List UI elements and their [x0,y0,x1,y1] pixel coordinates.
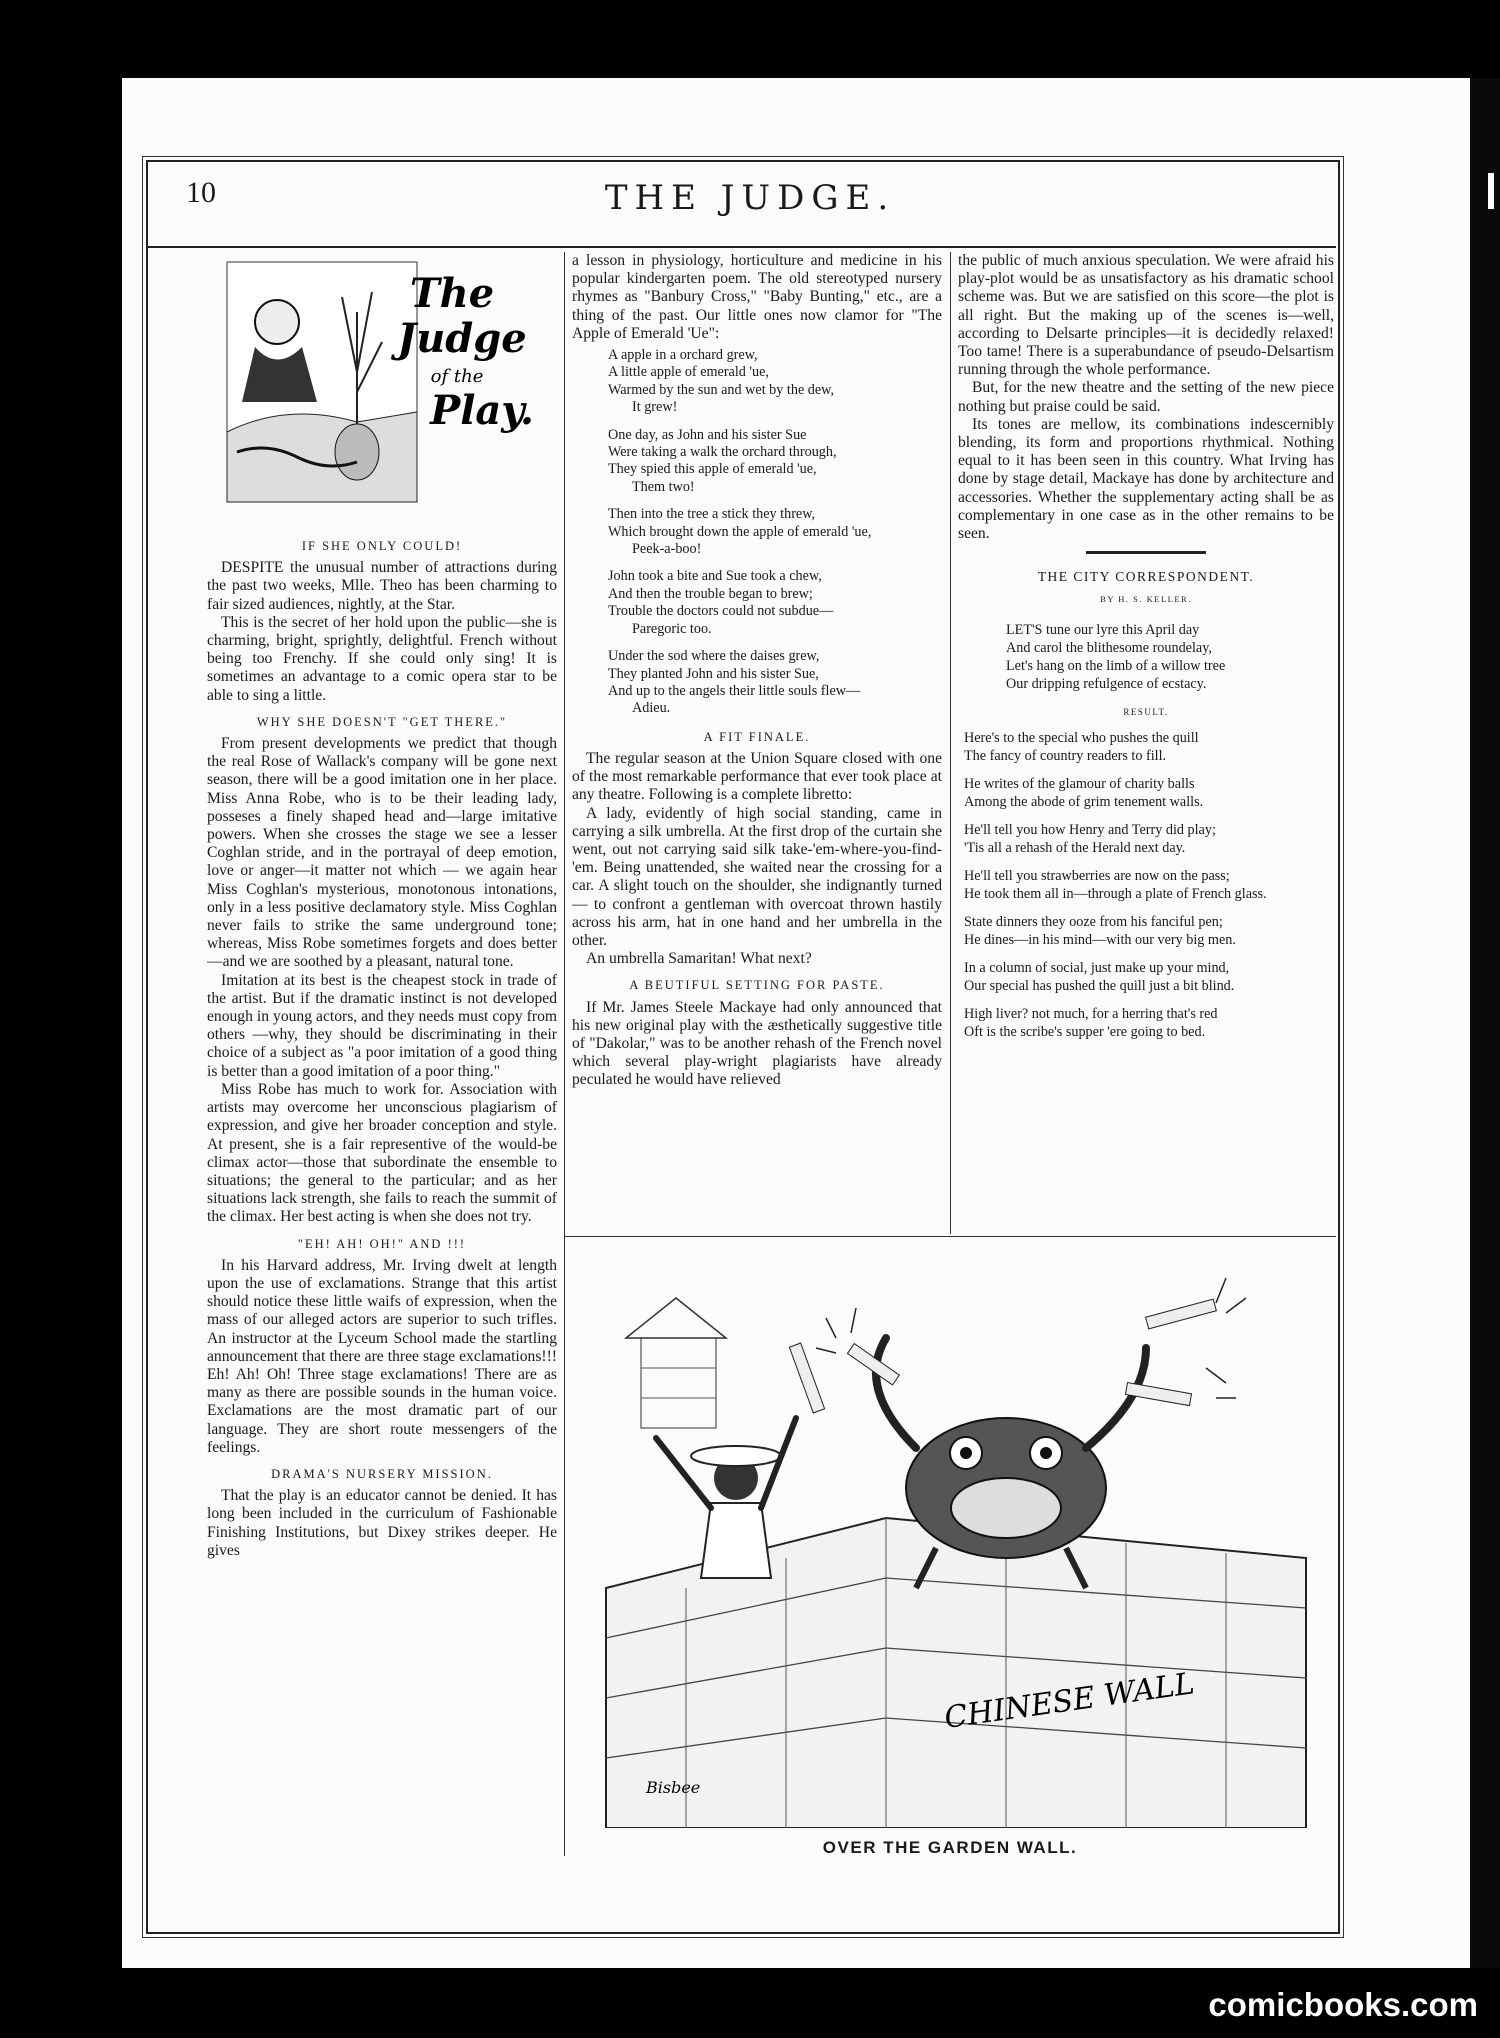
nursery-verse [608,347,942,718]
poem-line: Among the abode of grim tenement walls. [964,793,1204,810]
column-3 [958,252,1334,1051]
poem-line: LET'S tune our lyre this April day [1006,621,1200,638]
heading: A FIT FINALE. [703,729,811,744]
poem-line: Our dripping refulgence of ecstacy. [1006,675,1207,692]
poem-title: THE CITY CORRESPONDENT. [1037,569,1255,585]
poem-stanza [964,821,1334,857]
poem-line: He'll tell you strawberries are now on the pass; [964,867,1230,884]
paragraph: This is the secret of her hold upon the public—she is charming, bright, sprightly, delightful. French without being too Frenchy. If she could only sing! It is sometimes an advantage to a comic opera star to be able to sing a little. [207,613,557,704]
verse-line: Were taking a walk the orchard through, [608,444,837,461]
poem-line: State dinners they ooze from his fanciful pen; [964,913,1223,930]
verse-line: Them two! [632,478,695,495]
paragraph: the public of much anxious speculation. We were afraid his play-plot would be as unsatisfactory as his dramatic school scheme was. But we are satisfied on this score—the plot is all right. But the making up of the scenes is—well, according to Delsarte principles—it is decidedly relaxed! Too tame! There is a superabundance of pseudo-Delsartism running through the whole performance. [958,252,1334,379]
section-banner [207,252,557,527]
banner-word-ofthe: of the [430,366,484,387]
poem-line: He dines—in his mind—with our very big men. [964,931,1236,948]
poem-stanza [964,1005,1334,1041]
cartoon-caption: OVER THE GARDEN WALL. [822,1838,1078,1857]
poem-stanza [964,729,1334,765]
poem-byline: BY H. S. KELLER. [1100,594,1192,605]
paragraph: From present developments we predict that though the real Rose of Wallack's company will be gone next season, there will be a good imitation one in her place. Miss Anna Robe, who is to be their leading lady, posseses a finely shaped head and—large imitative powers. When she crosses the stage we see a lesser Coghlan stride, and in the portrayal of deep emotion, love or anger—it matter not which — we again hear Miss Coghlan's mysterious, monotonous intonations, only in a less positive declamatory style. Miss Coghlan never fails to strike the same underground tone; whereas, Miss Robe sometimes forgets and does better—and we are soothed by a pleasant, natural tone. [207,735,557,971]
poem-intro [1006,621,1334,693]
verse-stanza [608,347,942,417]
verse-line: A apple in a orchard grew, [608,347,758,364]
verse-stanza [608,506,942,558]
poem-stanza [964,913,1334,949]
heading: WHY SHE DOESN'T "GET THERE." [256,714,508,729]
poem-line: Our special has pushed the quill just a bit blind. [964,977,1235,994]
heading: A BEUTIFUL SETTING FOR PASTE. [629,978,885,993]
paragraph: Miss Robe has much to work for. Association with artists may overcome her unconscious plagiarism of expression, and give her broader conception and style. At present, she is a fair representive of the would-be climax actor—those that subordinate the ensemble to situations; the general to the particular; and as her situations lack strength, she fails to reach the summit of the climax. Her best acting is when she does not try. [207,1080,557,1226]
column-divider [564,252,565,1856]
verse-line: And then the trouble began to brew; [608,585,813,602]
verse-stanza [608,427,942,497]
masthead: THE JUDGE. [604,178,896,218]
poem-line: He took them all in—through a plate of French glass. [964,885,1267,902]
verse-line: And up to the angels their little souls flew— [608,682,861,699]
poem-line: And carol the blithesome roundelay, [1006,639,1212,656]
poem-stanza [964,867,1334,903]
verse-line: They spied this apple of emerald 'ue, [608,461,817,478]
poem-line: Here's to the special who pushes the quill [964,729,1199,746]
heading: IF SHE ONLY COULD! [301,539,463,553]
cartoon-top-rule [564,1236,1336,1237]
banner-word-play: Play. [430,387,534,434]
paragraph: Its tones are mellow, its combinations indescernibly blending, its form and proportions rhythmical. Nothing equal to it has been seen in this country. What Irving has done by stage detail, Mackaye has done by architecture and accessories. Whether the supplementary acting shall be as complementary in one case as in the other remains to be seen. [958,415,1334,543]
verse-line: Warmed by the sun and wet by the dew, [608,381,835,398]
heading: "EH! AH! OH!" AND !!! [297,1236,467,1251]
paragraph: DESPITE the unusual number of attractions during the past two weeks, Mlle. Theo has been charming to fair sized audiences, nightly, at the Star. [207,559,557,613]
poem-line: Oft is the scribe's supper 'ere going to bed. [964,1023,1206,1040]
verse-line: It grew! [632,399,678,416]
cartoon-illustration [586,1258,1316,1828]
verse-line: Paregoric too. [632,620,712,637]
verse-line: Under the sod where the daises grew, [608,648,820,665]
paragraph: That the play is an educator cannot be denied. It has long been included in the curriculum of Fashionable Finishing Institutions, but Dixey strikes deeper. He gives [207,1487,557,1559]
banner-word-judge: Judge [397,315,527,362]
poem-line: He writes of the glamour of charity balls [964,775,1195,792]
paragraph: Imitation at its best is the cheapest stock in trade of the artist. But if the dramatic instinct is not developed enough in young actors, and they needs must copy from others —why, they should be discriminating in their choice of a subject as "a poor imitation of a good thing is better than a good imitation of a poor thing." [207,971,557,1080]
verse-line: John took a bite and Sue took a chew, [608,568,822,585]
cartoon-drawing [586,1258,1316,1828]
verse-line: Adieu. [632,700,671,717]
verse-line: Then into the tree a stick they threw, [608,506,816,523]
poem-stanza [964,775,1334,811]
paragraph: In his Harvard address, Mr. Irving dwelt at length upon the use of exclamations. Strange that this artist should notice these little waifs of expression, when the mass of our alleged actors are superior to such trifles. An instructor at the Lyceum School made the startling announcement that there are three stage exclamations!!! Eh! Ah! Oh! Three stage exclamations! There are as many as there are possible sounds in the human voice. Exclamations are the most dramatic part of our language. They are short route messengers of the feelings. [207,1256,557,1456]
paragraph: If Mr. James Steele Mackaye had only announced that his new original play with the æsthetically suggestive title of "Dakolar," was to be another rehash of the French novel which several play-wright plagiarists have already peculated he would have relieved [572,998,942,1089]
cartoon-wall-text: CHINESE WALL [942,1666,1197,1736]
paragraph: But, for the new theatre and the setting of the new piece nothing but praise could be said. [958,379,1334,415]
banner-word-the: The [409,270,495,317]
poem-line: In a column of social, just make up your mind, [964,959,1230,976]
paragraph: A lady, evidently of high social standing, came in carrying a silk umbrella. At the first drop of the curtain she went, out not carrying said silk take-'em-where-you-find-'em. Being unattended, she waited near the crossing for a car. A slight touch on the shoulder, she indignantly turned — to confront a gentleman with overcoat thrown hastily across his arm, hat in one hand and her umbrella in the other. [572,804,942,949]
heading: DRAMA'S NURSERY MISSION. [271,1466,493,1481]
section-rule [1086,551,1206,554]
column-2 [572,252,942,1090]
verse-line: Trouble the doctors could not subdue— [608,603,834,620]
poem-result-heading: RESULT. [1123,706,1169,717]
verse-line: Which brought down the apple of emerald 'ue, [608,523,872,540]
scan-edge [1470,78,1500,1968]
column-1 [207,252,557,1560]
verse-line: One day, as John and his sister Sue [608,426,807,443]
poem-stanza [964,959,1334,995]
watermark: comicbooks.com [1208,1986,1478,2023]
poem-line: Let's hang on the limb of a willow tree [1006,657,1226,674]
verse-line: A little apple of emerald 'ue, [608,364,769,381]
page-number: 10 [186,176,216,209]
verse-stanza [608,648,942,718]
paragraph: a lesson in physiology, horticulture and medicine in his popular kindergarten poem. The old stereotyped nursery rhymes as "Banbury Cross," "Baby Bunting," etc., are a thing of the past. Our little ones now clamor for "The Apple of Emerald 'Ue": [572,252,942,342]
judge-illustration [207,252,557,527]
verse-stanza [608,568,942,638]
paragraph: The regular season at the Union Square closed with one of the most remarkable performance that ever took place at any theatre. Following is a complete libretto: [572,749,942,804]
verse-line: They planted John and his sister Sue, [608,665,819,682]
poem-line: 'Tis all a rehash of the Herald next day. [964,839,1186,856]
poem-line: High liver? not much, for a herring that's red [964,1005,1218,1022]
poem-body [964,729,1334,1041]
verse-line: Peek-a-boo! [632,541,702,558]
column-divider [950,252,951,1234]
paragraph: An umbrella Samaritan! What next? [586,950,812,968]
cartoon-signature: Bisbee [646,1778,701,1797]
poem-line: He'll tell you how Henry and Terry did play; [964,821,1216,838]
poem-line: The fancy of country readers to fill. [964,747,1167,764]
masthead-rule [146,246,1336,248]
